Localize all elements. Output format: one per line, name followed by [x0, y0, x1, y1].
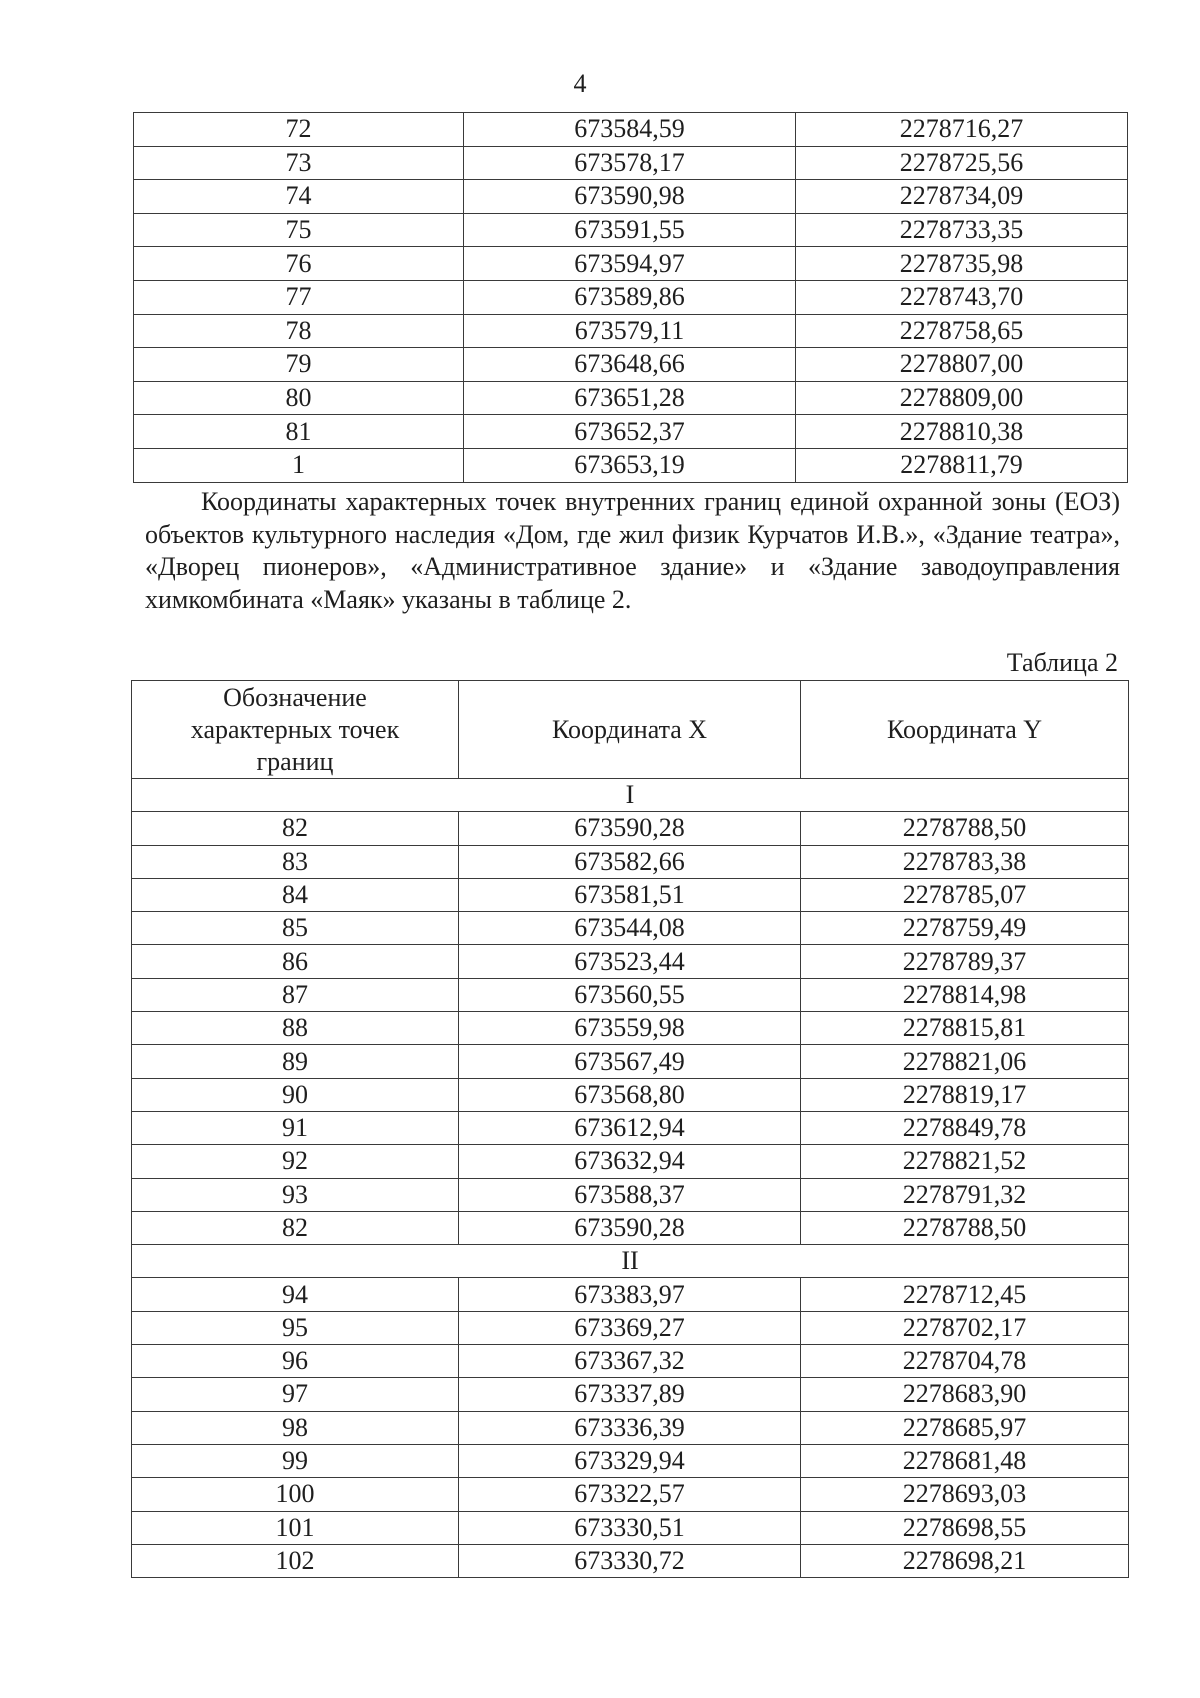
- cell-coordinate-x: 673588,37: [459, 1178, 801, 1211]
- cell-point-number: 74: [134, 180, 464, 214]
- cell-point-number: 80: [134, 381, 464, 415]
- cell-point-number: 97: [132, 1378, 459, 1411]
- cell-coordinate-y: 2278759,49: [801, 912, 1129, 945]
- cell-point-number: 81: [134, 415, 464, 449]
- cell-coordinate-x: 673523,44: [459, 945, 801, 978]
- cell-point-number: 91: [132, 1111, 459, 1144]
- cell-point-number: 84: [132, 878, 459, 911]
- cell-coordinate-x: 673337,89: [459, 1378, 801, 1411]
- table-row: [132, 1444, 1129, 1477]
- cell-point-number: 98: [132, 1411, 459, 1444]
- cell-point-number: 99: [132, 1444, 459, 1477]
- cell-coordinate-x: 673584,59: [464, 113, 796, 147]
- cell-point-number: 83: [132, 845, 459, 878]
- table1-body: [134, 113, 1128, 483]
- group-label: I: [132, 779, 1129, 812]
- cell-point-number: 95: [132, 1311, 459, 1344]
- cell-coordinate-y: 2278849,78: [801, 1111, 1129, 1144]
- cell-coordinate-y: 2278693,03: [801, 1478, 1129, 1511]
- coordinates-table-2: [131, 680, 1129, 1578]
- table-row: [132, 1012, 1129, 1045]
- cell-coordinate-x: 673632,94: [459, 1145, 801, 1178]
- table-row: [134, 280, 1128, 314]
- cell-point-number: 72: [134, 113, 464, 147]
- table2-caption: Таблица 2: [1006, 648, 1118, 677]
- cell-coordinate-x: 673652,37: [464, 415, 796, 449]
- cell-point-number: 94: [132, 1278, 459, 1311]
- table-header-row: [132, 681, 1129, 779]
- cell-point-number: 82: [132, 1211, 459, 1244]
- table-row: [132, 1278, 1129, 1311]
- header-coordinate-y: Координата Y: [801, 681, 1129, 779]
- cell-coordinate-y: 2278734,09: [796, 180, 1128, 214]
- group-label-row: [132, 1245, 1129, 1278]
- cell-point-number: 78: [134, 314, 464, 348]
- cell-coordinate-y: 2278810,38: [796, 415, 1128, 449]
- cell-coordinate-y: 2278716,27: [796, 113, 1128, 147]
- cell-coordinate-x: 673330,51: [459, 1511, 801, 1544]
- table-row: [134, 314, 1128, 348]
- cell-coordinate-x: 673367,32: [459, 1345, 801, 1378]
- cell-coordinate-y: 2278725,56: [796, 146, 1128, 180]
- cell-point-number: 76: [134, 247, 464, 281]
- table-row: [132, 1045, 1129, 1078]
- table-row: [132, 1511, 1129, 1544]
- table-row: [132, 1211, 1129, 1244]
- table-row: [132, 1178, 1129, 1211]
- cell-coordinate-x: 673594,97: [464, 247, 796, 281]
- cell-coordinate-y: 2278785,07: [801, 878, 1129, 911]
- table-row: [134, 146, 1128, 180]
- cell-coordinate-x: 673651,28: [464, 381, 796, 415]
- cell-point-number: 79: [134, 348, 464, 382]
- cell-point-number: 86: [132, 945, 459, 978]
- cell-coordinate-y: 2278821,06: [801, 1045, 1129, 1078]
- table-row: [132, 1378, 1129, 1411]
- cell-coordinate-y: 2278712,45: [801, 1278, 1129, 1311]
- cell-coordinate-x: 673589,86: [464, 280, 796, 314]
- cell-coordinate-y: 2278758,65: [796, 314, 1128, 348]
- table-row: [134, 415, 1128, 449]
- page-number: 4: [573, 69, 587, 98]
- header-point-designation: Обозначение характерных точек границ: [132, 681, 459, 779]
- cell-point-number: 93: [132, 1178, 459, 1211]
- cell-coordinate-y: 2278681,48: [801, 1444, 1129, 1477]
- table-row: [132, 912, 1129, 945]
- cell-point-number: 1: [134, 448, 464, 482]
- cell-coordinate-x: 673579,11: [464, 314, 796, 348]
- cell-point-number: 85: [132, 912, 459, 945]
- table-row: [134, 180, 1128, 214]
- cell-coordinate-y: 2278783,38: [801, 845, 1129, 878]
- cell-coordinate-x: 673383,97: [459, 1278, 801, 1311]
- cell-point-number: 90: [132, 1078, 459, 1111]
- cell-point-number: 101: [132, 1511, 459, 1544]
- coordinates-table-continued: [133, 112, 1128, 483]
- cell-coordinate-x: 673369,27: [459, 1311, 801, 1344]
- table-row: [134, 381, 1128, 415]
- cell-point-number: 92: [132, 1145, 459, 1178]
- table-row: [132, 978, 1129, 1011]
- cell-coordinate-x: 673590,28: [459, 812, 801, 845]
- cell-coordinate-x: 673330,72: [459, 1544, 801, 1577]
- table-row: [132, 1145, 1129, 1178]
- cell-point-number: 102: [132, 1544, 459, 1577]
- cell-coordinate-y: 2278743,70: [796, 280, 1128, 314]
- table-row: [134, 213, 1128, 247]
- cell-coordinate-y: 2278683,90: [801, 1378, 1129, 1411]
- table-row: [134, 247, 1128, 281]
- cell-coordinate-x: 673560,55: [459, 978, 801, 1011]
- cell-point-number: 89: [132, 1045, 459, 1078]
- cell-coordinate-x: 673582,66: [459, 845, 801, 878]
- table-row: [132, 1544, 1129, 1577]
- cell-coordinate-x: 673590,28: [459, 1211, 801, 1244]
- cell-coordinate-y: 2278789,37: [801, 945, 1129, 978]
- table-row: [134, 348, 1128, 382]
- table-row: [132, 845, 1129, 878]
- cell-coordinate-y: 2278811,79: [796, 448, 1128, 482]
- cell-coordinate-y: 2278788,50: [801, 812, 1129, 845]
- cell-coordinate-y: 2278698,21: [801, 1544, 1129, 1577]
- cell-coordinate-x: 673590,98: [464, 180, 796, 214]
- cell-coordinate-y: 2278702,17: [801, 1311, 1129, 1344]
- cell-point-number: 77: [134, 280, 464, 314]
- cell-coordinate-x: 673329,94: [459, 1444, 801, 1477]
- cell-coordinate-y: 2278807,00: [796, 348, 1128, 382]
- table-row: [132, 878, 1129, 911]
- cell-coordinate-y: 2278815,81: [801, 1012, 1129, 1045]
- cell-coordinate-x: 673544,08: [459, 912, 801, 945]
- header-coordinate-x: Координата X: [459, 681, 801, 779]
- cell-coordinate-y: 2278685,97: [801, 1411, 1129, 1444]
- cell-coordinate-x: 673568,80: [459, 1078, 801, 1111]
- cell-coordinate-x: 673581,51: [459, 878, 801, 911]
- table-row: [134, 448, 1128, 482]
- table-row: [134, 113, 1128, 147]
- table-row: [132, 1478, 1129, 1511]
- cell-coordinate-y: 2278814,98: [801, 978, 1129, 1011]
- cell-point-number: 87: [132, 978, 459, 1011]
- cell-coordinate-y: 2278821,52: [801, 1145, 1129, 1178]
- table-row: [132, 1411, 1129, 1444]
- cell-point-number: 88: [132, 1012, 459, 1045]
- cell-point-number: 100: [132, 1478, 459, 1511]
- cell-coordinate-x: 673559,98: [459, 1012, 801, 1045]
- cell-coordinate-x: 673591,55: [464, 213, 796, 247]
- cell-coordinate-x: 673322,57: [459, 1478, 801, 1511]
- cell-coordinate-y: 2278698,55: [801, 1511, 1129, 1544]
- cell-point-number: 82: [132, 812, 459, 845]
- cell-coordinate-y: 2278819,17: [801, 1078, 1129, 1111]
- table-row: [132, 1078, 1129, 1111]
- cell-coordinate-x: 673336,39: [459, 1411, 801, 1444]
- cell-point-number: 96: [132, 1345, 459, 1378]
- cell-coordinate-y: 2278788,50: [801, 1211, 1129, 1244]
- cell-coordinate-x: 673653,19: [464, 448, 796, 482]
- cell-coordinate-x: 673648,66: [464, 348, 796, 382]
- group-label: II: [132, 1245, 1129, 1278]
- cell-point-number: 75: [134, 213, 464, 247]
- table-row: [132, 945, 1129, 978]
- table-row: [132, 1111, 1129, 1144]
- table-row: [132, 812, 1129, 845]
- cell-coordinate-y: 2278704,78: [801, 1345, 1129, 1378]
- cell-point-number: 73: [134, 146, 464, 180]
- cell-coordinate-x: 673612,94: [459, 1111, 801, 1144]
- group-label-row: [132, 779, 1129, 812]
- body-paragraph: Координаты характерных точек внутренних границ единой охранной зоны (ЕОЗ) объектов культурного наследия «Дом, где жил физик Курчатов И.В.», «Здание театра», «Дворец пионеров», «Административное здание» и «Здание заводоуправления химкомбината «Маяк» указаны в таблице 2.: [145, 487, 1120, 614]
- table2-header: [132, 681, 1129, 779]
- table-row: [132, 1311, 1129, 1344]
- table2-body: [132, 779, 1129, 1578]
- cell-coordinate-y: 2278791,32: [801, 1178, 1129, 1211]
- cell-coordinate-x: 673567,49: [459, 1045, 801, 1078]
- cell-coordinate-y: 2278733,35: [796, 213, 1128, 247]
- cell-coordinate-y: 2278735,98: [796, 247, 1128, 281]
- cell-coordinate-y: 2278809,00: [796, 381, 1128, 415]
- cell-coordinate-x: 673578,17: [464, 146, 796, 180]
- table-row: [132, 1345, 1129, 1378]
